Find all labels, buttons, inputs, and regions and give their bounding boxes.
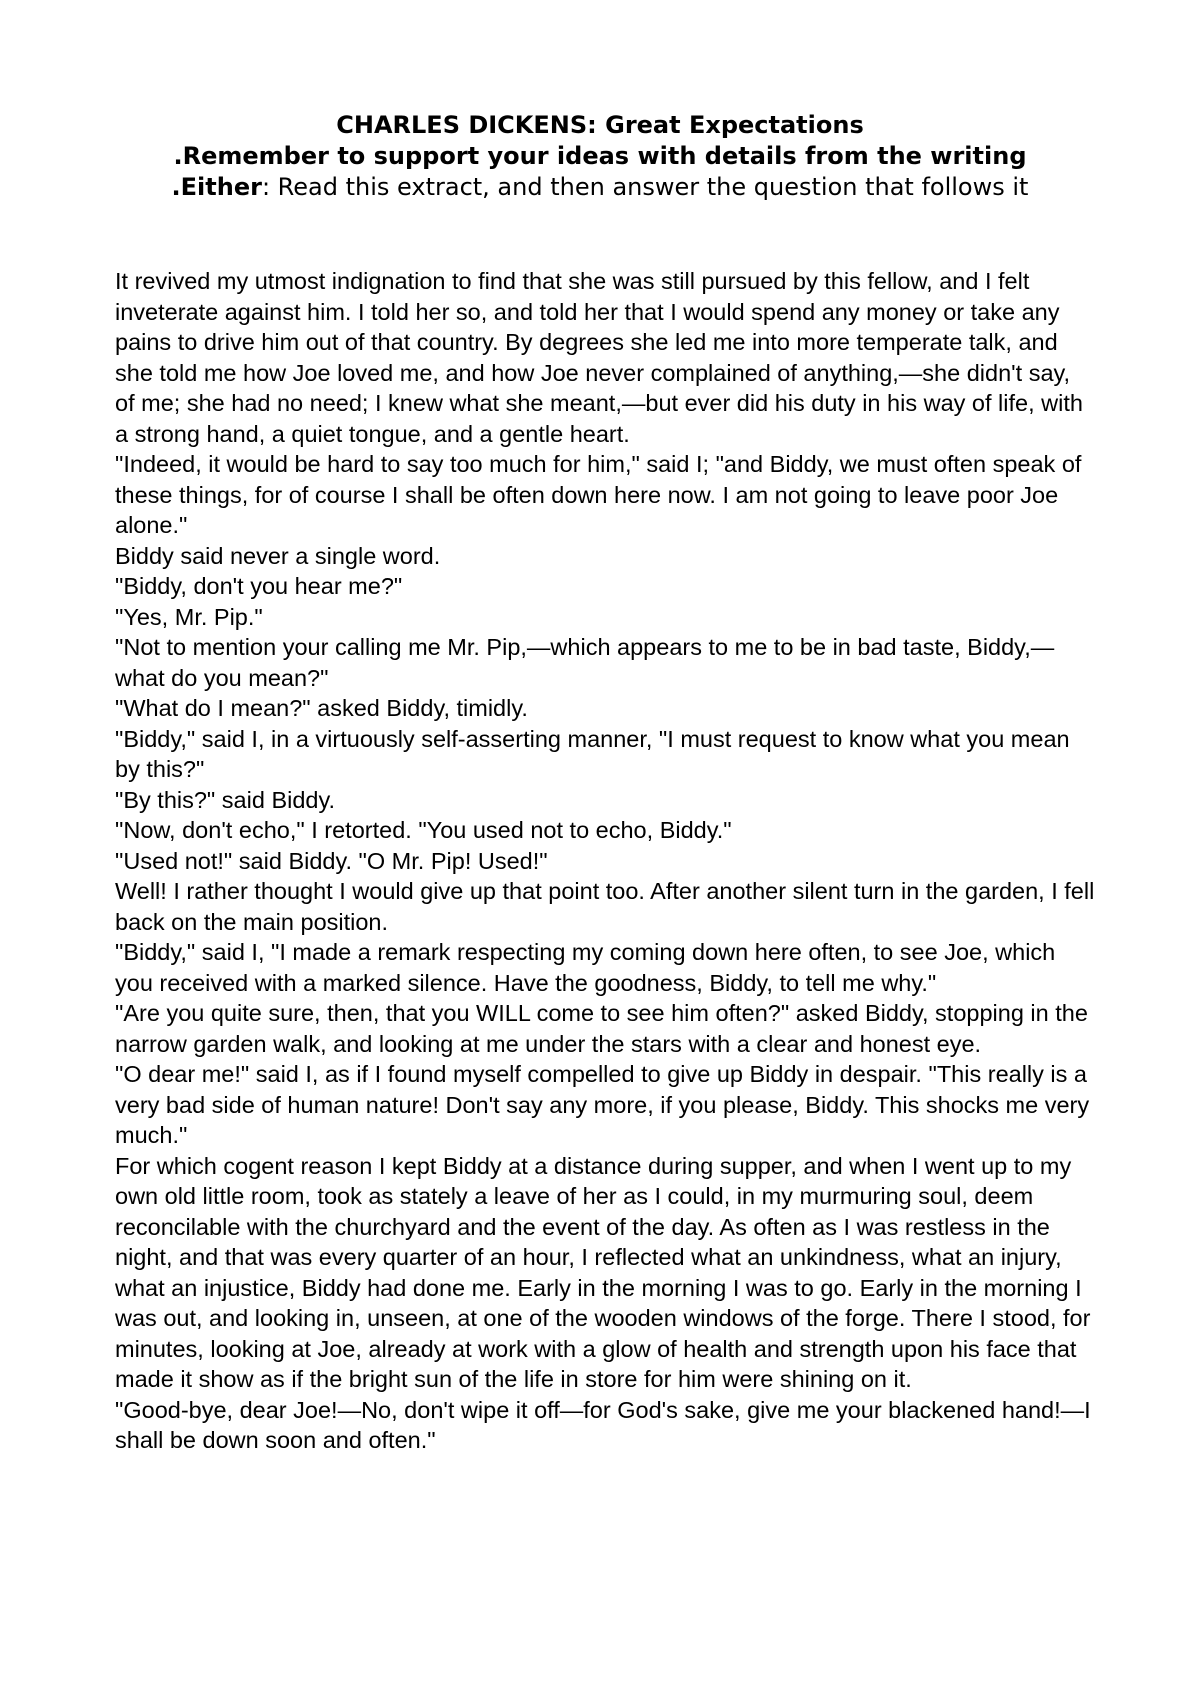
extract-paragraph: "Biddy," said I, in a virtuously self-asserting manner, "I must request to know what you mean by this?" — [115, 725, 1070, 782]
extract-paragraph: "Biddy," said I, "I made a remark respecting my coming down here often, to see Joe, which you received with a marked silence. Have the goodness, Biddy, to tell me why." — [115, 939, 1056, 996]
extract-paragraph: "Now, don't echo," I retorted. "You used not to echo, Biddy." — [115, 817, 732, 843]
extract-paragraph: "Used not!" said Biddy. "O Mr. Pip! Used!" — [115, 847, 548, 874]
extract-paragraph: "O dear me!" said I, as if I found myself compelled to give up Biddy in despair. "This really is a very bad side of human nature! Don't say any more, if you please, Biddy. This shocks me very much." — [115, 1061, 1090, 1148]
extract-paragraph: Biddy said never a single word. — [115, 542, 441, 569]
extract-paragraph: "Good-bye, dear Joe!—No, don't wipe it off—for God's sake, give me your blackened hand!—I shall be down soon and often." — [115, 1396, 1091, 1453]
extract-paragraph: "Yes, Mr. Pip." — [115, 603, 263, 630]
either-line — [0, 172, 1200, 203]
document-header — [0, 110, 1200, 203]
extract-paragraph: "Biddy, don't you hear me?" — [115, 573, 403, 599]
extract-text — [115, 266, 1095, 1456]
extract-paragraph: It revived my utmost indignation to find that she was still pursued by this fellow, and I felt inveterate against him. I told her so, and told her that I would spend any money or take any pains to drive him out of that country. By degrees she led me into more temperate talk, and she told me how Joe loved me, and how Joe never complained of anything,—she didn't say, of me; she had no need; I knew what she meant,—but ever did his duty in his way of life, with a strong hand, a quiet tongue, and a gentle heart. — [115, 268, 1083, 447]
document-title: CHARLES DICKENS: Great Expectations — [336, 111, 864, 139]
extract-paragraph: "By this?" said Biddy. — [115, 786, 336, 813]
extract-paragraph: "What do I mean?" asked Biddy, timidly. — [115, 695, 528, 721]
either-label: .Either — [171, 173, 262, 201]
extract-paragraph: "Indeed, it would be hard to say too much for him," said I; "and Biddy, we must often speak of these things, for of course I shall be often down here now. I am not going to leave poor Joe alone." — [115, 451, 1082, 538]
either-text: : Read this extract, and then answer the question that follows it — [261, 173, 1029, 201]
extract-paragraph: "Not to mention your calling me Mr. Pip,—which appears to me to be in bad taste, Biddy,—what do you mean?" — [115, 634, 1055, 691]
extract-paragraph: "Are you quite sure, then, that you WILL come to see him often?" asked Biddy, stopping in the narrow garden walk, and looking at me under the stars with a clear and honest eye. — [115, 1000, 1088, 1057]
instruction-line: .Remember to support your ideas with details from the writing — [173, 142, 1027, 170]
extract-paragraph: Well! I rather thought I would give up that point too. After another silent turn in the garden, I fell back on the main position. — [115, 878, 1095, 935]
extract-paragraph: For which cogent reason I kept Biddy at a distance during supper, and when I went up to my own old little room, took as stately a leave of her as I could, in my murmuring soul, deem reconcilable with the churchyard and the event of the day. As often as I was restless in the night, and that was every quarter of an hour, I reflected what an unkindness, what an injury, what an injustice, Biddy had done me. Early in the morning I was to go. Early in the morning I was out, and looking in, unseen, at one of the wooden windows of the forge. There I stood, for minutes, looking at Joe, already at work with a glow of health and strength upon his face that made it show as if the bright sun of the life in store for him were shining on it. — [115, 1152, 1091, 1392]
